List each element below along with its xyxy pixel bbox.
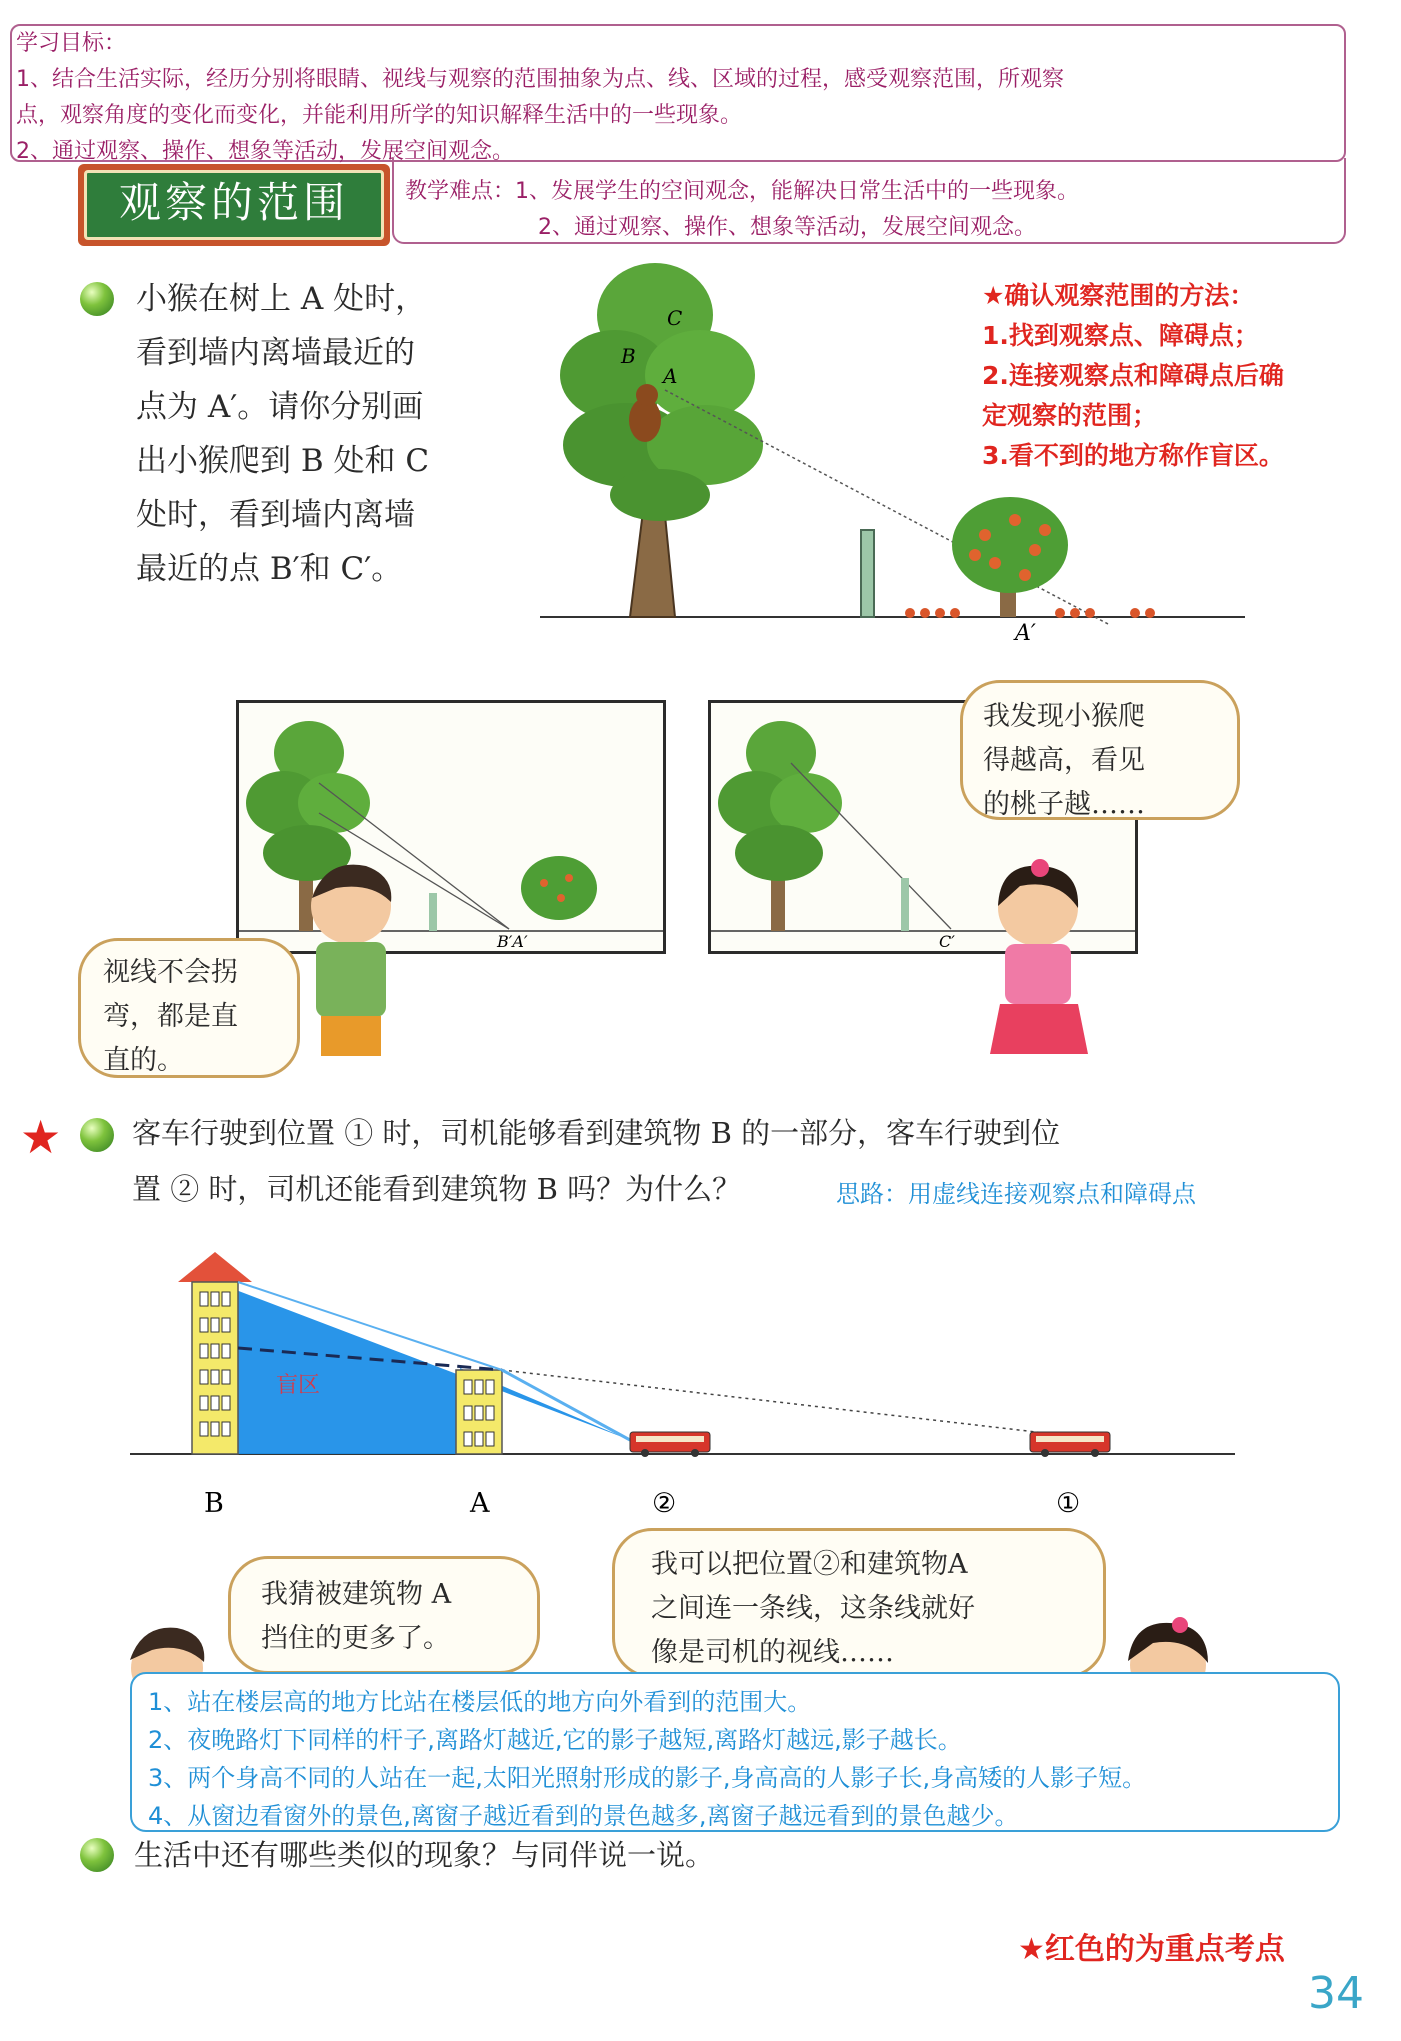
question2-hint: 思路：用虚线连接观察点和障碍点	[836, 1180, 1196, 1208]
bubble-line: 挡住的更多了。	[261, 1623, 450, 1654]
bubble-line: 的桃子越……	[983, 789, 1145, 820]
answer-line-4: 4、从窗边看窗外的景色,离窗子越近看到的景色越多,离窗子越远看到的景色越少。	[148, 1802, 1019, 1830]
bubble-line: 弯，都是直	[103, 1001, 238, 1032]
question2-line-1: 客车行驶到位置 ① 时，司机能够看到建筑物 B 的一部分，客车行驶到位	[132, 1116, 1061, 1150]
point-c-label: C	[667, 306, 683, 330]
blind-zone-label: 盲区	[276, 1373, 321, 1398]
girl-speech-bubble	[960, 680, 1240, 820]
teaching-difficulty-line-2: 2、通过观察、操作、想象等活动，发展空间观念。	[538, 215, 1036, 240]
bubble-line: 我猜被建筑物 A	[261, 1579, 452, 1610]
learning-goal-line-2: 点，观察角度的变化而变化，并能利用所学的知识解释生活中的一些现象。	[16, 103, 743, 128]
point-b-label: B	[621, 344, 636, 368]
question3-text: 生活中还有哪些类似的现象？与同伴说一说。	[134, 1838, 715, 1872]
method-step-1: 1.找到观察点、障碍点；	[982, 321, 1259, 350]
answer-line-3: 3、两个身高不同的人站在一起,太阳光照射形成的影子,身高高的人影子长,身高矮的人影子短。	[148, 1764, 1147, 1792]
key-points-footer-note: ★红色的为重点考点	[1018, 1932, 1285, 1967]
point-a-prime-label: A′	[1015, 621, 1036, 645]
question1-line: 看到墙内离墙最近的	[136, 335, 415, 371]
key-point-star-icon: ★	[20, 1110, 62, 1164]
position-1-label: ①	[1056, 1488, 1081, 1519]
left-speech-bubble	[228, 1556, 540, 1674]
method-step-2: 2.连接观察点和障碍点后确	[982, 361, 1284, 390]
learning-goal-line-1: 1、结合生活实际，经历分别将眼睛、视线与观察的范围抽象为点、线、区域的过程，感受观察范围，所观察	[16, 67, 1065, 92]
bubble-line: 我可以把位置②和建筑物A	[651, 1549, 968, 1580]
bubble-line: 像是司机的视线……	[651, 1637, 894, 1668]
question1-line: 出小猴爬到 B 处和 C	[136, 443, 430, 479]
point-a-label: A	[663, 364, 678, 388]
bubble-line: 之间连一条线，这条线就好	[651, 1593, 975, 1624]
bubble-line: 视线不会拐	[103, 957, 238, 988]
green-bullet-icon	[80, 1118, 114, 1152]
right-speech-bubble	[612, 1528, 1106, 1678]
section-title-banner	[78, 164, 390, 246]
green-bullet-icon	[80, 1838, 114, 1872]
bubble-line: 得越高，看见	[983, 745, 1145, 776]
position-2-label: ②	[652, 1488, 677, 1519]
method-step-3: 3.看不到的地方称作盲区。	[982, 441, 1284, 470]
learning-goals-title: 学习目标：	[16, 31, 127, 56]
question1-line: 小猴在树上 A 处时，	[136, 281, 427, 317]
bubble-line: 我发现小猴爬	[983, 701, 1145, 732]
green-bullet-icon	[80, 282, 114, 316]
left-panel-labels: B′A′	[497, 932, 528, 951]
section-title: 观察的范围	[84, 170, 384, 240]
method-title: ★确认观察范围的方法：	[982, 281, 1255, 310]
boy-figure	[296, 858, 416, 1058]
blind-zone-diagram	[120, 1240, 1240, 1520]
page-number: 34	[1308, 1968, 1364, 2019]
question1-line: 处时，看到墙内离墙	[136, 497, 415, 533]
wall	[861, 530, 874, 617]
building-b-label: B	[204, 1488, 224, 1519]
boy-speech-bubble	[78, 938, 300, 1078]
question1-line: 点为 A′。请你分别画	[136, 389, 424, 425]
method-step-2-cont: 定观察的范围；	[982, 401, 1158, 430]
answer-line-1: 1、站在楼层高的地方比站在楼层低的地方向外看到的范围大。	[148, 1688, 812, 1716]
building-a-label: A	[470, 1488, 490, 1519]
question1-text	[136, 272, 429, 596]
girl-figure	[980, 858, 1100, 1058]
bubble-line: 直的。	[103, 1045, 184, 1076]
question2-line-2: 置 ② 时，司机还能看到建筑物 B 吗？为什么？	[132, 1172, 742, 1206]
question1-line: 最近的点 B′和 C′。	[136, 551, 403, 587]
right-panel-labels: C′	[939, 932, 955, 951]
blind-zone-area	[215, 1282, 630, 1454]
answer-line-2: 2、夜晚路灯下同样的杆子,离路灯越近,它的影子越短,离路灯越远,影子越长。	[148, 1726, 962, 1754]
learning-goal-line-3: 2、通过观察、操作、想象等活动，发展空间观念。	[16, 139, 514, 164]
teaching-difficulty-line-1: 教学难点：1、发展学生的空间观念，能解决日常生活中的一些现象。	[405, 179, 1079, 204]
